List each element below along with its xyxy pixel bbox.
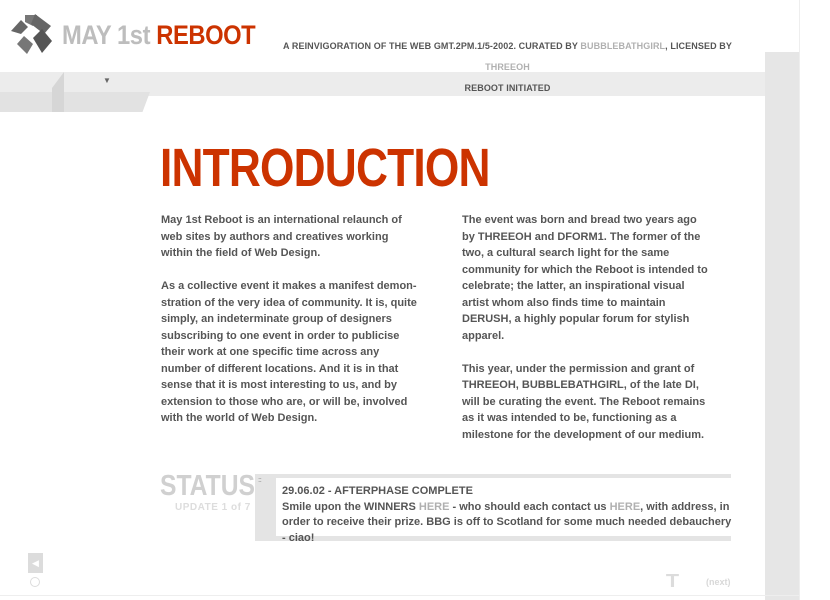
header-tagline bbox=[270, 36, 745, 99]
status-title: 29.06.02 - AFTERPHASE COMPLETE bbox=[282, 485, 473, 497]
status-text-part: - who should each contact us bbox=[449, 500, 610, 513]
status-text-part: , with address, in order to receive their prize. BBG is off to Scotland for some much needed debauchery - ciao! bbox=[282, 500, 732, 544]
tagline-prefix: A REINVIGORATION OF THE WEB GMT.2PM.1/5-2002. CURATED BY bbox=[283, 41, 581, 51]
header-divider-tab bbox=[0, 92, 150, 112]
intro-paragraph: This year, under the permission and grant of THREEOH, BUBBLEBATHGIRL, of the late DI, will be curating the event. The Reboot remains as it was intended to be, functioning as a milestone for the development of our medium. bbox=[462, 362, 706, 441]
intro-right-column bbox=[462, 212, 712, 460]
grip-icon: ::: bbox=[258, 477, 261, 484]
circle-icon[interactable] bbox=[30, 577, 40, 587]
licensor-link[interactable]: THREEOH bbox=[485, 62, 530, 72]
intro-paragraph: May 1st Reboot is an international relaunch of web sites by authors and creatives working within the field of Web Design. bbox=[161, 214, 402, 259]
status-text-part: Smile upon the WINNERS bbox=[282, 500, 419, 513]
dropdown-arrow-icon[interactable]: ▼ bbox=[103, 76, 111, 85]
reboot-logo-icon[interactable] bbox=[11, 14, 53, 56]
intro-paragraph: As a collective event it makes a manifest demon-stration of the very idea of community. It is, quite simply, an indeterminate group of designers subscribing to one event in order to publicise their work at one specific time across any number of different locations. And it is in that sense that it is most interesting to us, and by extension to those who are, or will be, involved with the world of Web Design. bbox=[161, 280, 417, 424]
bottom-divider bbox=[0, 595, 800, 596]
site-title-may: MAY 1st bbox=[62, 20, 151, 50]
intro-left-column bbox=[161, 212, 421, 443]
tagline-line2: REBOOT INITIATED bbox=[464, 83, 551, 93]
site-title[interactable] bbox=[62, 20, 255, 50]
status-message bbox=[282, 500, 734, 547]
intro-heading: INTRODUCTION bbox=[160, 138, 490, 198]
site-title-reboot: REBOOT bbox=[156, 20, 256, 50]
next-link[interactable]: (next) bbox=[706, 577, 731, 587]
contact-link[interactable]: HERE bbox=[609, 500, 641, 513]
status-content bbox=[282, 484, 734, 546]
winners-link[interactable]: HERE bbox=[418, 500, 450, 513]
right-frame-bar bbox=[765, 52, 800, 600]
tagline-line1 bbox=[270, 36, 745, 78]
tagline-mid: , LICENSED BY bbox=[665, 41, 732, 51]
t-logo-icon[interactable]: T bbox=[665, 571, 680, 591]
prev-button[interactable]: ◀ bbox=[28, 553, 43, 573]
status-update-label[interactable]: UPDATE 1 of 7 bbox=[175, 502, 251, 513]
right-frame-edge bbox=[799, 0, 830, 600]
curator-link[interactable]: BUBBLEBATHGIRL bbox=[580, 41, 666, 51]
intro-paragraph: The event was born and bread two years ago by THREEOH and DFORM1. The former of the two, a cultural search light for the same community for which the Reboot is intended to celebrate; the latter, an inspirational visual artist whom also finds time to maintain DERUSH, a highly popular forum for stylish apparel. bbox=[462, 214, 708, 342]
status-heading: STATUS bbox=[160, 470, 255, 502]
